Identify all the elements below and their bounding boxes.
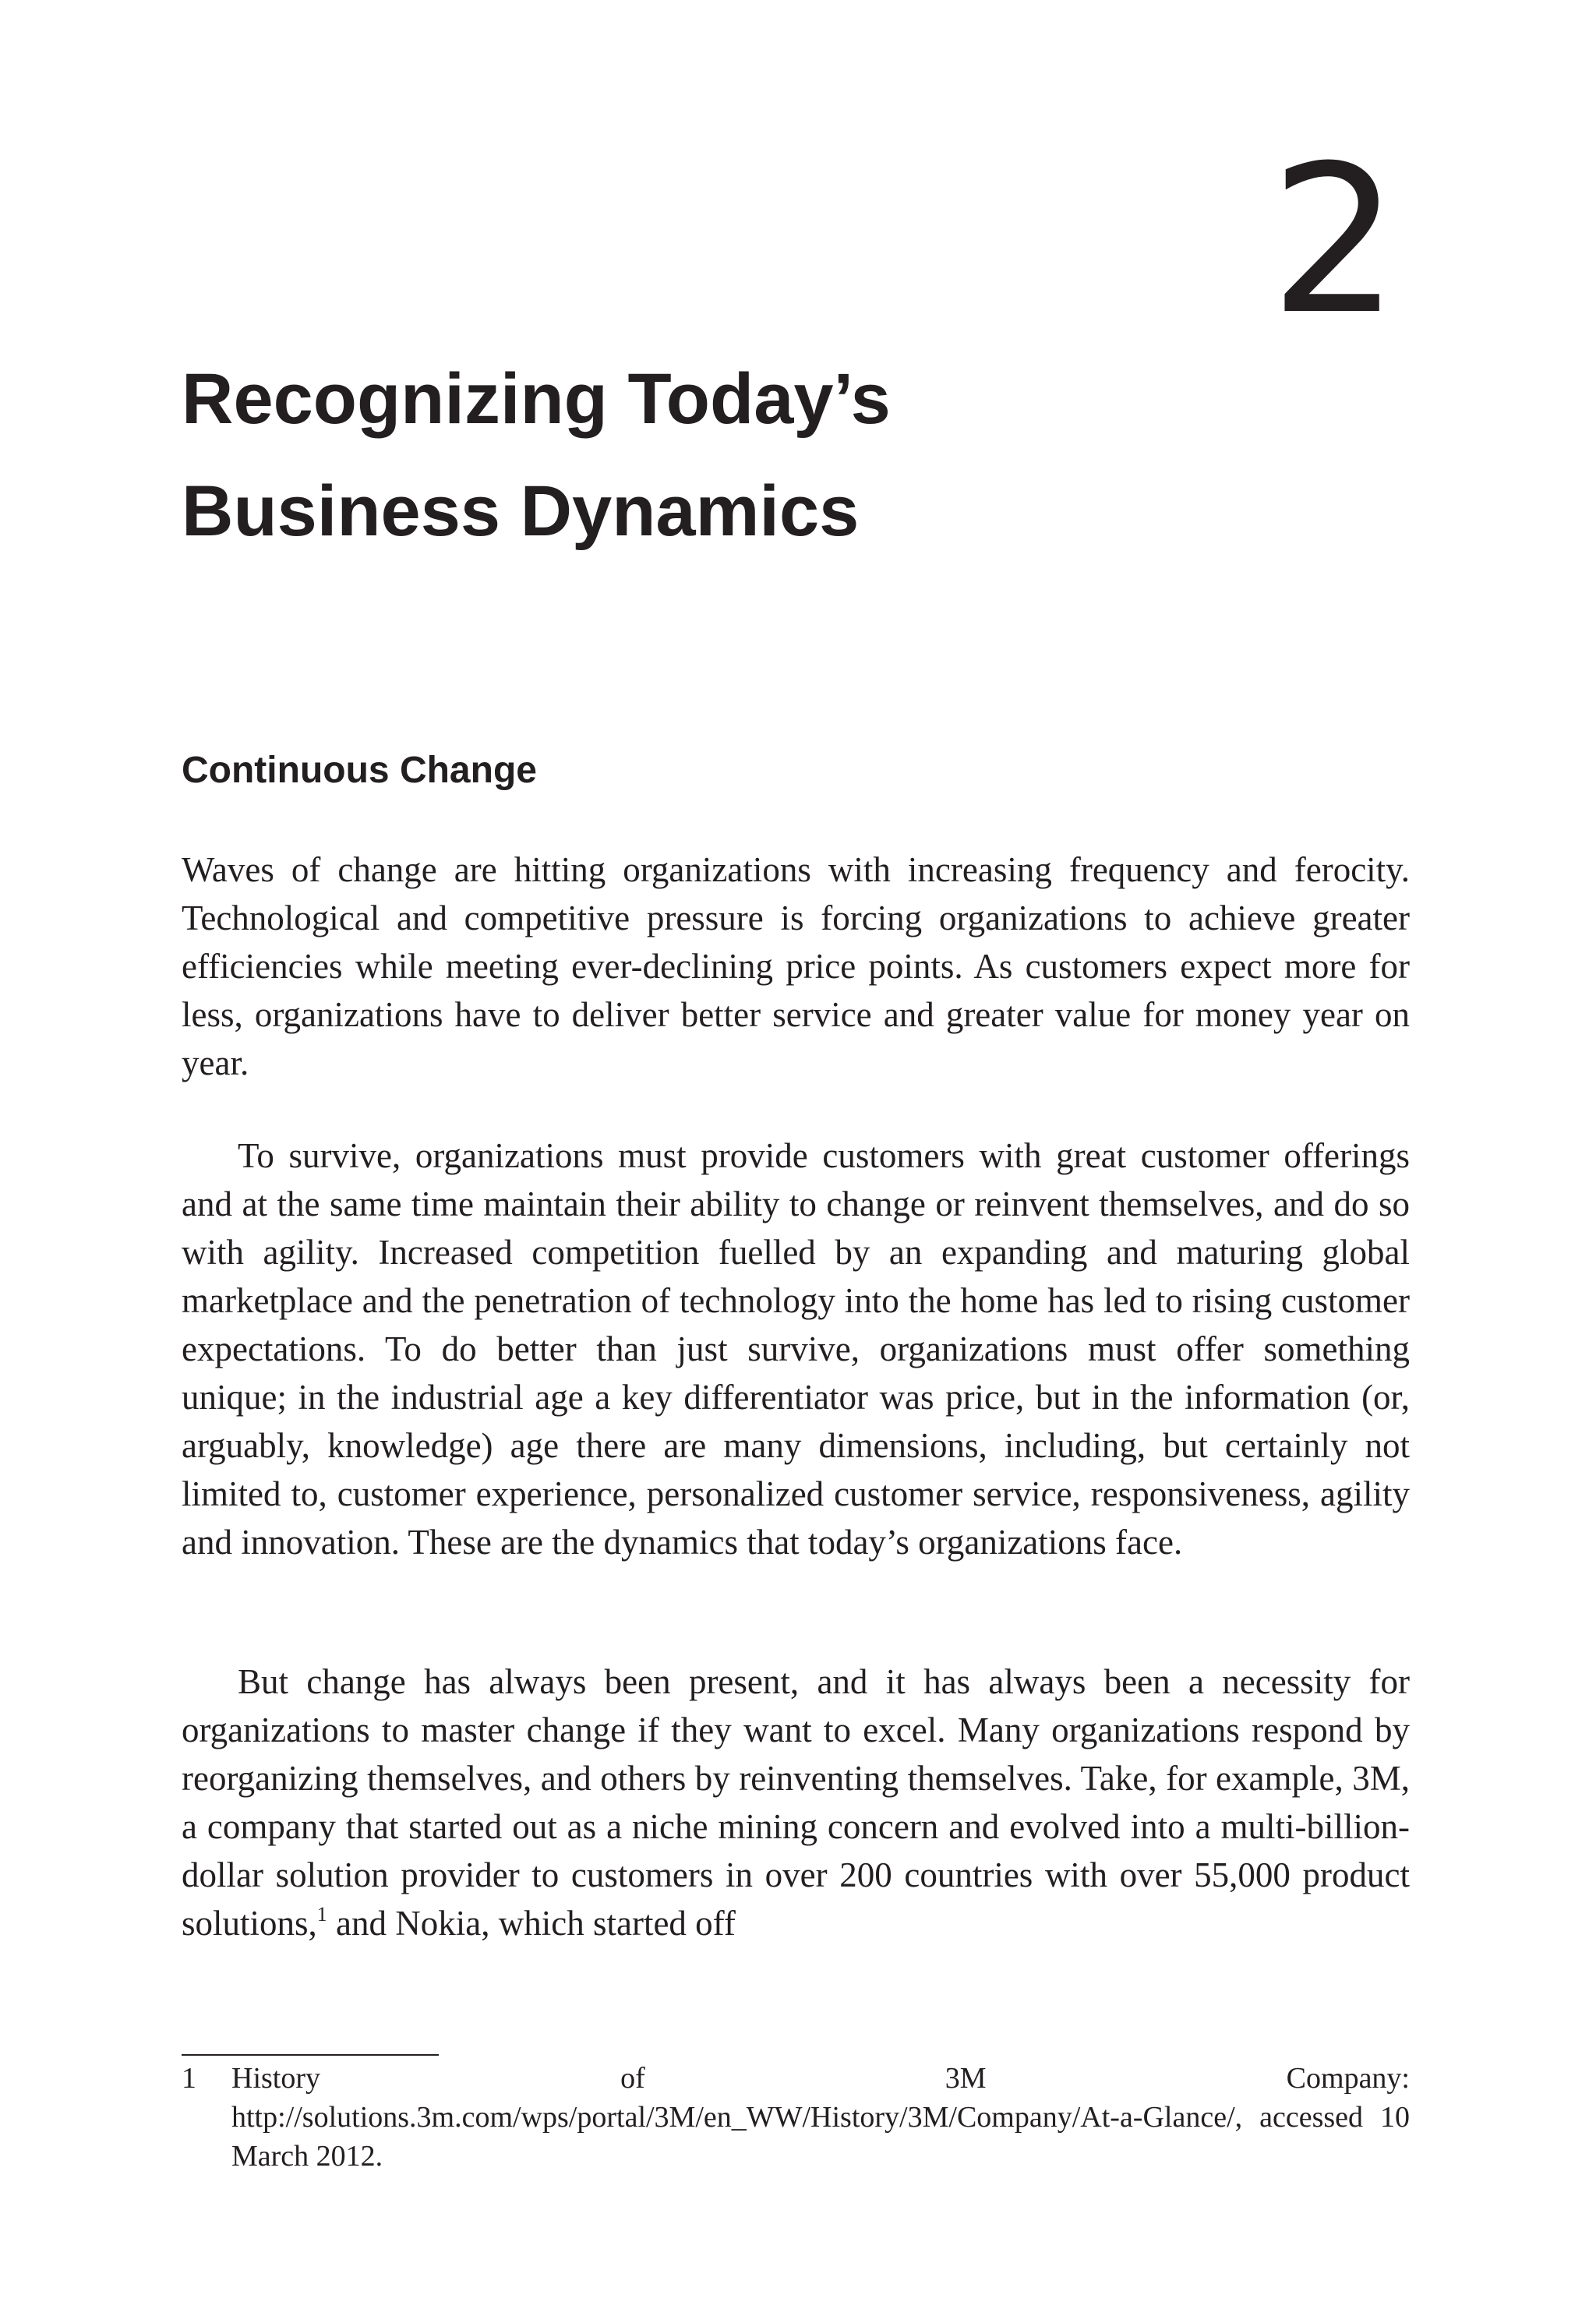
chapter-title: [182, 343, 891, 567]
chapter-title-line-2: Business Dynamics: [182, 471, 860, 551]
chapter-title-line-1: Recognizing Today’s: [182, 359, 891, 439]
body-paragraph-2: To survive, organizations must provide customers with great customer offerings and at the same time maintain their ability to change or reinvent themselves, and do so with agility. Increased competition fuelled by an expanding and maturing global marketplace and the penetration of technology into the home has led to rising customer expectations. To do better than just survive, organizations must offer something unique; in the industrial age a key differentiator was price, but in the information (or, arguably, knowledge) age there are many dimensions, including, but certainly not limited to, customer experience, personalized customer service, responsiveness, agility and innovation. These are the dynamics that today’s organizations face.: [182, 1136, 1410, 1562]
footnote-text: History of 3M Company: http://solutions.3m.com/wps/portal/3M/en_WW/History/3M/Company/At-a-Glance/, accessed 10 March 2012.: [231, 2062, 1410, 2173]
footnote: [182, 2059, 1410, 2176]
footnote-divider: [182, 2054, 439, 2056]
paragraph-3-text: But change has always been present, and it has always been a necessity for organizations to master change if they want to excel. Many organizations respond by reorganizing themselves, and others by reinventing themselves. Take, for example, 3M, a company that started out as a niche mining concern and evolved into a multi-billion-dollar solution provider to customers in over 200 countries with over 55,000 product solutions,: [182, 1662, 1410, 1943]
footnote-number: 1: [182, 2062, 196, 2095]
section-heading: Continuous Change: [182, 750, 537, 791]
paragraph-3-text-continued: and Nokia, which started off: [327, 1904, 736, 1943]
chapter-number: 2: [1269, 122, 1400, 359]
body-paragraph-3: [182, 1658, 1410, 1947]
body-paragraph-1: Waves of change are hitting organizations with increasing frequency and ferocity. Technological and competitive pressure is forcing organizations to achieve greater efficiencies while meeting ever-declining price points. As customers expect more for less, organizations have to deliver better service and greater value for money year on year.: [182, 850, 1410, 1082]
footnote-reference[interactable]: 1: [316, 1903, 327, 1926]
